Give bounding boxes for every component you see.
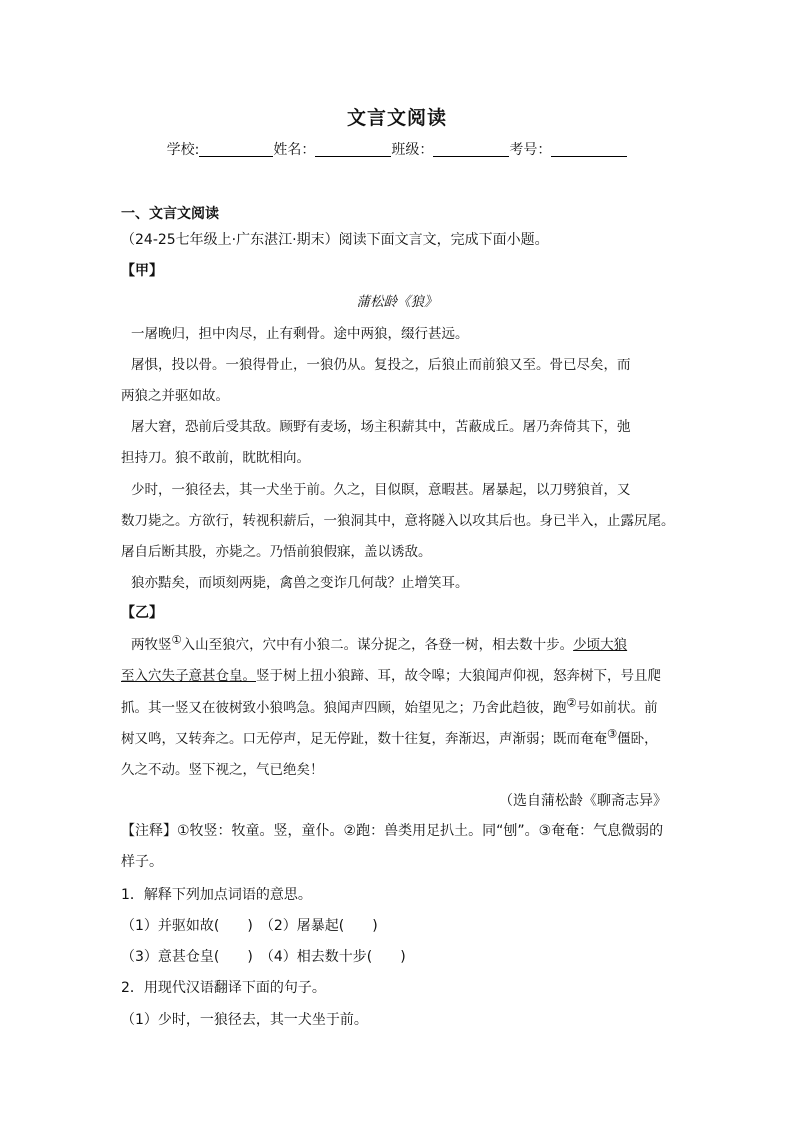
name-label: 姓名： [273, 142, 316, 158]
passage-text: 号如前状。前 [576, 700, 658, 716]
footnote-marker: ① [171, 633, 182, 647]
passage-line: 屠大窘，恐前后受其敌。顾野有麦场，场主积薪其中，苫蔽成丘。屠乃奔倚其下，弛 [131, 419, 631, 435]
intro-text: （24-25七年级上·广东湛江·期末）阅读下面文言文，完成下面小题。 [121, 232, 549, 248]
passage-text: 树又鸣，又转奔之。口无停声，足无停趾，数十往复，奔渐迟，声渐弱；既而奄奄 [121, 731, 607, 747]
passage-line: 一屠晚归，担中肉尽，止有剩骨。途中两狼，缀行甚远。 [131, 326, 469, 342]
passage-line [131, 633, 627, 653]
passage-line [121, 727, 658, 747]
school-blank[interactable] [199, 142, 273, 157]
footnote-marker: ③ [607, 727, 618, 741]
passage-line: 担持刀。狼不敢前，眈眈相向。 [121, 450, 310, 466]
yi-label: 【乙】 [121, 605, 163, 621]
passage-line: 屠惧，投以骨。一狼得骨止，一狼仍从。复投之，后狼止而前狼又至。骨已尽矣，而 [131, 357, 631, 373]
jia-author: 蒲松龄《狼》 [356, 294, 438, 310]
page-title: 文言文阅读 [346, 107, 447, 129]
student-info-line [0, 139, 794, 159]
question-1-items-b: （3）意甚仓皇( ) （4）相去数十步( ) [121, 949, 406, 965]
passage-text: 竖于树上扭小狼蹄、耳，故令嗥；大狼闻声仰视，怒奔树下，号且爬 [256, 668, 661, 684]
passage-line: 久之不动。竖下视之，气已绝矣！ [121, 762, 324, 778]
underlined-sentence: 至入穴失子意甚仓皇。 [121, 668, 256, 684]
class-blank[interactable] [433, 142, 509, 157]
notes-line: 【注释】①牧竖：牧童。竖，童仆。②跑：兽类用足扒土。同“刨”。③奄奄：气息微弱的 [121, 823, 664, 839]
class-label: 班级： [391, 142, 434, 158]
passage-text: 入山至狼穴，穴中有小狼二。谋分捉之，各登一树，相去数十步。 [181, 637, 574, 653]
source-citation: （选自蒲松龄《聊斋志异》 [499, 793, 667, 809]
question-1: 1．解释下列加点词语的意思。 [121, 887, 312, 903]
passage-text: 僵卧， [617, 731, 658, 747]
footnote-marker: ② [566, 696, 577, 710]
notes-line: 样子。 [121, 854, 163, 870]
passage-text: 两牧竖 [131, 637, 172, 653]
passage-line: 屠自后断其股，亦毙之。乃悟前狼假寐，盖以诱敌。 [121, 544, 432, 560]
passage-line [121, 696, 658, 716]
passage-text: 抓。其一竖又在彼树致小狼鸣急。狼闻声四顾，始望见之；乃舍此趋彼，跑 [121, 700, 567, 716]
question-1-items-a: （1）并驱如故( ) （2）屠暴起( ) [121, 918, 378, 934]
passage-line [121, 664, 661, 684]
passage-line: 狼亦黠矣，而顷刻两毙，禽兽之变诈几何哉？止增笑耳。 [131, 575, 469, 591]
question-2-item-1: （1）少时，一狼径去，其一犬坐于前。 [121, 1012, 368, 1028]
name-blank[interactable] [315, 142, 391, 157]
exam-no-blank[interactable] [551, 142, 627, 157]
question-2: 2．用现代汉语翻译下面的句子。 [121, 980, 326, 996]
jia-label: 【甲】 [121, 263, 163, 279]
school-label: 学校: [166, 142, 200, 158]
passage-line: 少时，一狼径去，其一犬坐于前。久之，目似瞑，意暇甚。屠暴起，以刀劈狼首，又 [131, 482, 631, 498]
passage-line: 两狼之并驱如故。 [121, 388, 229, 404]
underlined-sentence: 少顷大狼 [573, 637, 628, 653]
passage-line: 数刀毙之。方欲行，转视积薪后，一狼洞其中，意将隧入以攻其后也。身已半入，止露尻尾。 [121, 513, 675, 529]
section-heading: 一、文言文阅读 [121, 206, 219, 222]
exam-no-label: 考号： [509, 142, 552, 158]
